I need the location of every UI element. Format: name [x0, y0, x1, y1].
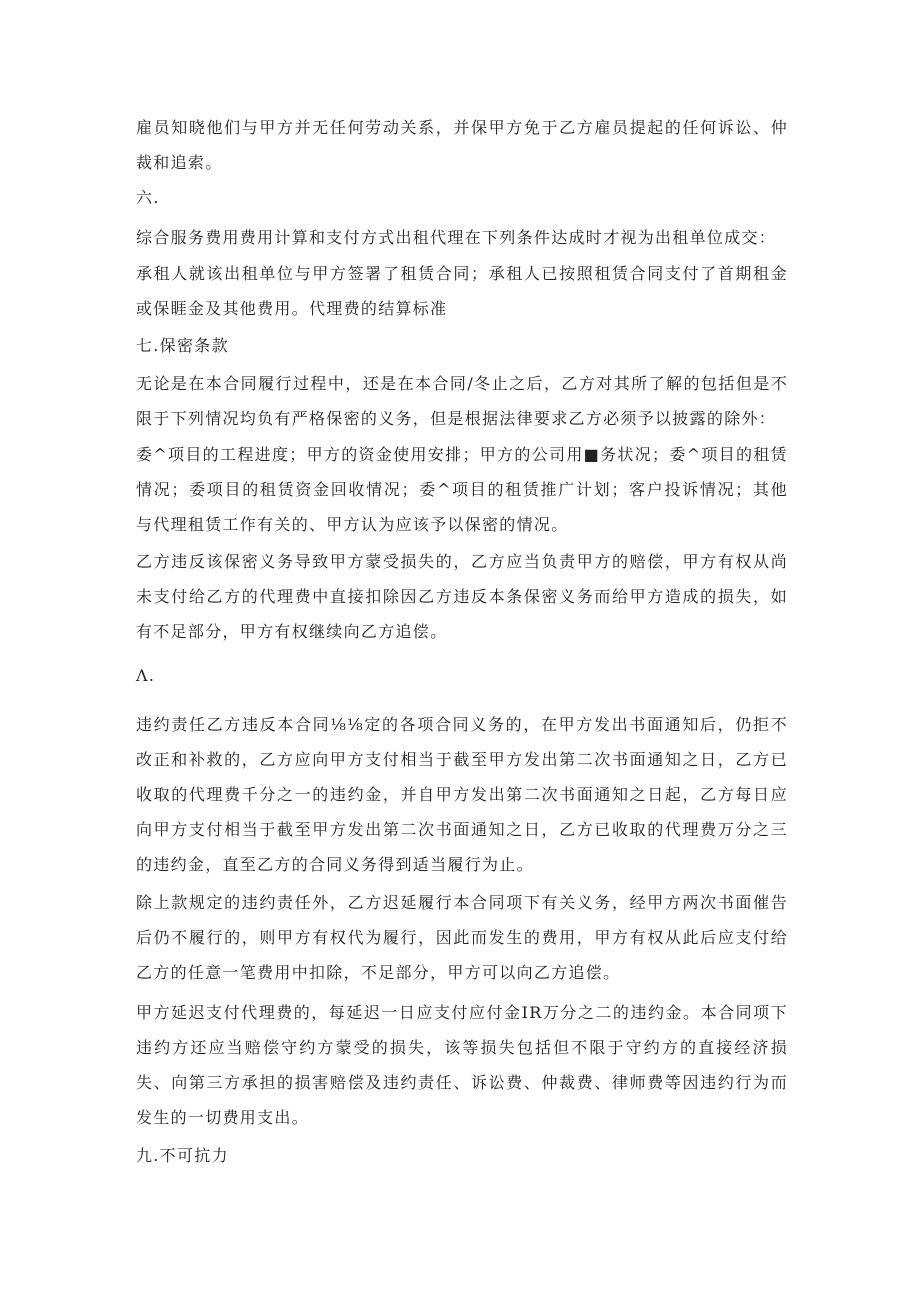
paragraph-confidentiality-breach: 乙方违反该保密义务导致甲方蒙受损失的，乙方应当负责甲方的赔偿，甲方有权从尚未支付给乙方的代理费中直接扣除因乙方违反本条保密义务而给甲方造成的损失，如有不足部分，甲方有权继续向乙方追偿。: [136, 552, 788, 641]
paragraph-employee-relations: 雇员知晓他们与甲方并无任何劳动关系，并保甲方免于乙方雇员提起的任何诉讼、仲裁和追索。: [136, 118, 788, 172]
paragraph-confidential-items: 委^项目的工程进度；甲方的资金使用安排；甲方的公司用■务状况；委^项目的租赁情况；委项目的租赁资金回收情况；委^项目的租赁推广计划；客户投诉情况；其他与代理租赁工作有关的、甲方认为应该予以保密的情况。: [136, 445, 788, 534]
section-heading-8: Λ.: [136, 666, 156, 685]
paragraph-liability-party-b: 违约责任乙方违反本合同⅛⅛定的各项合同义务的，在甲方发出书面通知后，仍拒不改正和补救的，乙方应向甲方支付相当于截至甲方发出第二次书面通知之日，乙方已收取的代理费千分之一的违约金，并自甲方发出第二次书面通知之日起，乙方每日应向甲方支付相当于截至甲方发出第二次书面通知之日，乙方已收取的代理费万分之三的违约金，直至乙方的合同义务得到适当履行为止。: [136, 715, 788, 874]
paragraph-confidentiality-scope: 无论是在本合同履行过程中，还是在本合同/冬止之后，乙方对其所了解的包括但是不限于下列情况均负有严格保密的义务，但是根据法律要求乙方必须予以披露的除外：: [136, 374, 788, 428]
section-heading-7-confidentiality: 七.保密条款: [136, 336, 229, 355]
paragraph-delay-performance: 除上款规定的违约责任外，乙方迟延履行本合同项下有关义务，经甲方两次书面催告后仍不履行的，则甲方有权代为履行，因此而发生的费用，甲方有权从此后应支付给乙方的任意一笔费用中扣除，不足部分，甲方可以向乙方追偿。: [136, 893, 788, 982]
section-heading-9-force-majeure: 九.不可抗力: [136, 1146, 229, 1165]
paragraph-late-payment: 甲方延迟支付代理费的，每延迟一日应支付应付金IR万分之二的违约金。本合同项下违约方还应当赔偿守约方蒙受的损失，该等损失包括但不限于守约方的直接经济损失、向第三方承担的损害赔偿及违约责任、诉讼费、仲裁费、律师费等因违约行为而发生的一切费用支出。: [136, 1003, 788, 1127]
section-heading-6: 六.: [136, 188, 160, 207]
paragraph-service-fee: 综合服务费用费用计算和支付方式出租代理在下列条件达成时才视为出租单位成交：: [136, 228, 777, 247]
paragraph-lease-conditions: 承租人就该出租单位与甲方签署了租赁合同；承租人已按照租赁合同支付了首期租金或保睚金及其他费用。代理费的结算标准: [136, 264, 788, 318]
